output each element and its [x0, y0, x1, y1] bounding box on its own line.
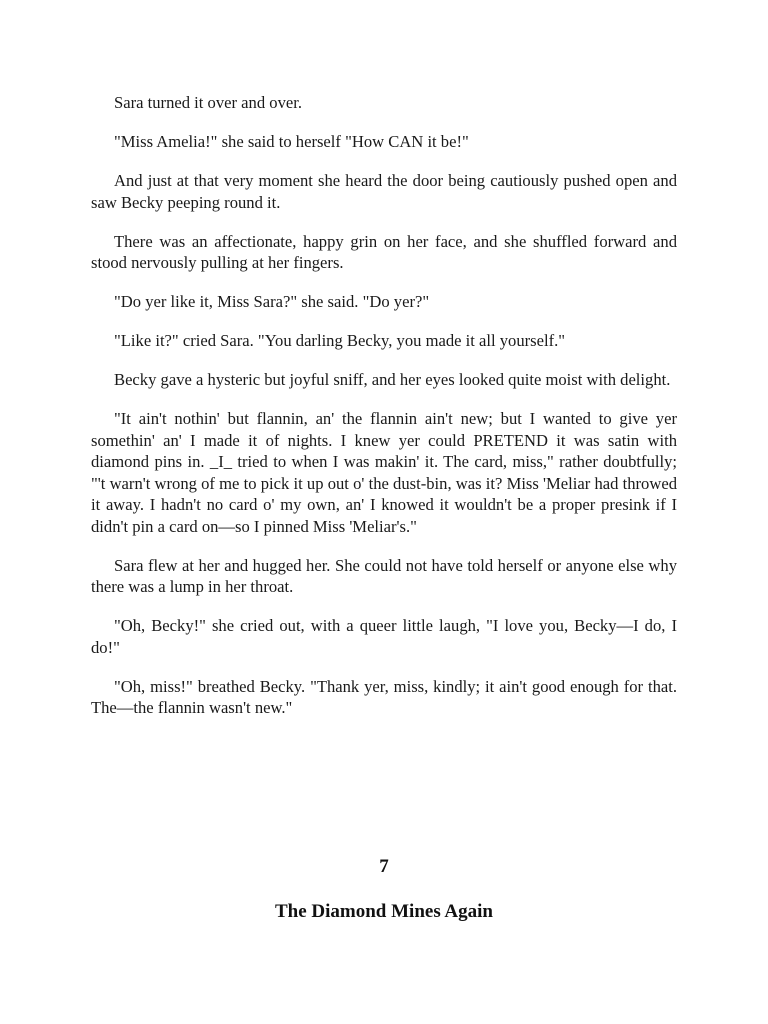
paragraph: "Miss Amelia!" she said to herself "How CAN it be!" [114, 132, 469, 151]
paragraph: And just at that very moment she heard the door being cautiously pushed open and saw Becky peeping round it. [91, 171, 677, 212]
paragraph: "Do yer like it, Miss Sara?" she said. "Do yer?" [114, 292, 430, 311]
paragraph: Sara turned it over and over. [114, 93, 303, 112]
chapter-number: 7 [379, 856, 389, 877]
paragraph: "Oh, miss!" breathed Becky. "Thank yer, miss, kindly; it ain't good enough for that. The—the flannin wasn't new." [91, 676, 677, 717]
chapter-title: The Diamond Mines Again [274, 901, 493, 922]
paragraph: There was an affectionate, happy grin on her face, and she shuffled forward and stood nervously pulling at her fingers. [91, 231, 677, 272]
paragraph: "Like it?" cried Sara. "You darling Becky, you made it all yourself." [114, 331, 566, 350]
paragraph: "Oh, Becky!" she cried out, with a queer little laugh, "I love you, Becky—I do, I do!" [91, 616, 677, 657]
paragraph: Becky gave a hysteric but joyful sniff, and her eyes looked quite moist with delight. [114, 370, 671, 389]
page-body [91, 92, 677, 736]
paragraph: "It ain't nothin' but flannin, an' the flannin ain't new; but I wanted to give yer somethin' an' I made it of nights. I knew yer could PRETEND it was satin with diamond pins in. _I_ tried to when I was makin' it. The card, miss," rather doubtfully; "'t warn't wrong of me to pick it up out o' the dust-bin, was it? Miss 'Meliar had throwed it away. I hadn't no card o' my own, an' I knowed it wouldn't be a proper presink if I didn't pin a card on—so I pinned Miss 'Meliar's." [91, 409, 677, 536]
paragraph: Sara flew at her and hugged her. She could not have told herself or anyone else why there was a lump in her throat. [91, 555, 677, 596]
